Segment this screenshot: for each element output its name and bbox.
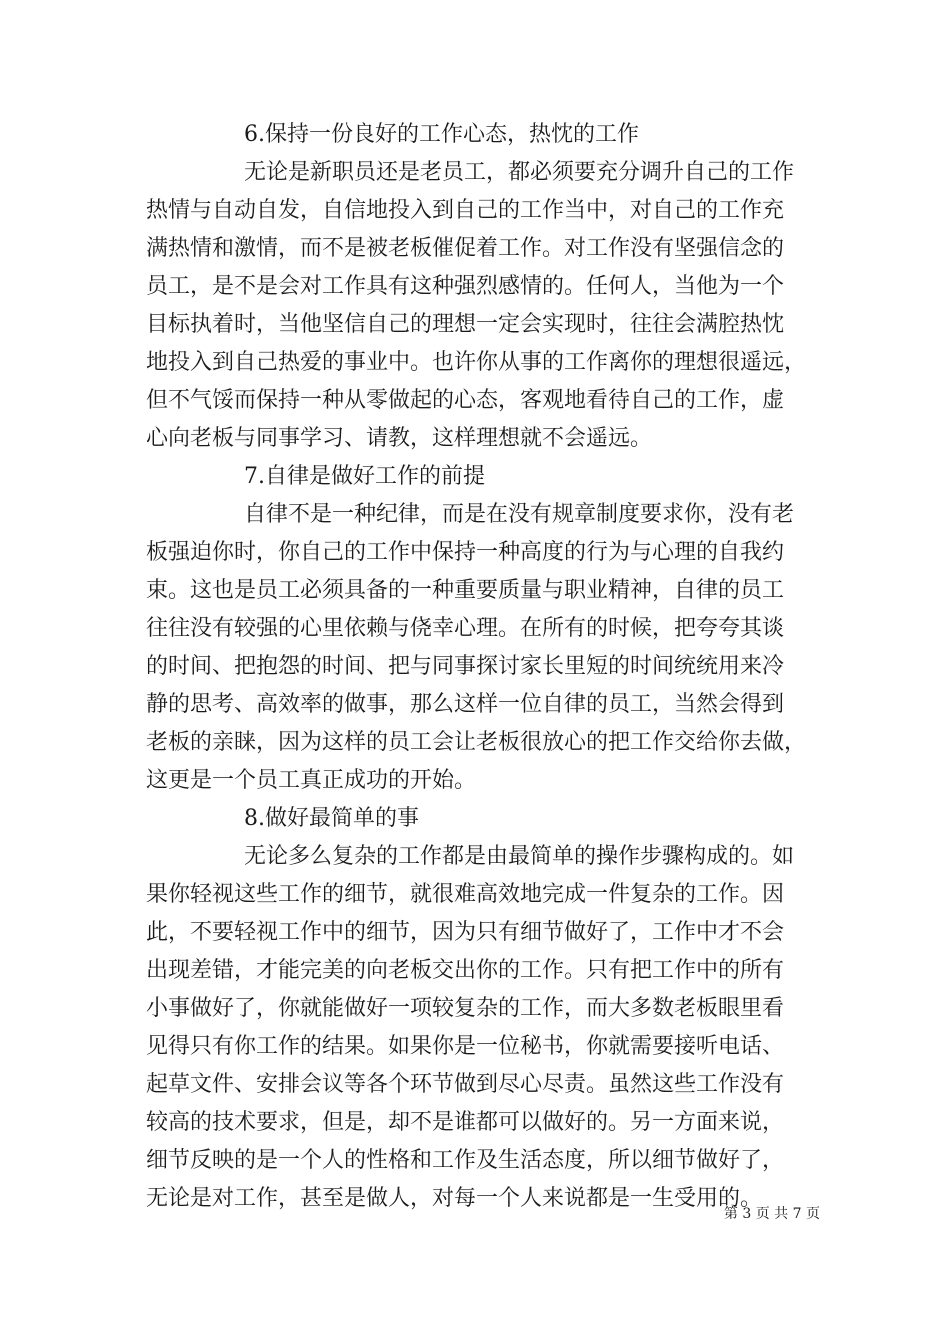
page-number: 第 3 页 共 7 页 <box>723 1206 820 1222</box>
paragraph-line: 但不气馁而保持一种从零做起的心态，客观地看待自己的工作，虚 <box>146 388 785 413</box>
section-heading: 7.自律是做好工作的前提 <box>244 464 485 489</box>
paragraph-line: 小事做好了，你就能做好一项较复杂的工作，而大多数老板眼里看 <box>146 996 785 1021</box>
paragraph-line: 出现差错，才能完美的向老板交出你的工作。只有把工作中的所有 <box>146 958 785 983</box>
paragraph-line: 目标执着时，当他坚信自己的理想一定会实现时，往往会满腔热忱 <box>146 312 785 337</box>
paragraph-line: 地投入到自己热爱的事业中。也许你从事的工作离你的理想很遥远， <box>146 350 807 375</box>
paragraph-line: 员工，是不是会对工作具有这种强烈感情的。任何人，当他为一个 <box>146 274 785 299</box>
paragraph-line: 无论多么复杂的工作都是由最简单的操作步骤构成的。如 <box>244 844 795 869</box>
paragraph-line: 此，不要轻视工作中的细节，因为只有细节做好了，工作中才不会 <box>146 920 785 945</box>
paragraph-line: 往往没有较强的心里依赖与侥幸心理。在所有的时候，把夸夸其谈 <box>146 616 785 641</box>
section-heading: 6.保持一份良好的工作心态，热忱的工作 <box>244 122 639 147</box>
paragraph-line: 自律不是一种纪律，而是在没有规章制度要求你，没有老 <box>244 502 795 527</box>
paragraph-line: 的时间、把抱怨的时间、把与同事探讨家长里短的时间统统用来冷 <box>146 654 785 679</box>
paragraph-line: 老板的亲睐，因为这样的员工会让老板很放心的把工作交给你去做， <box>146 730 807 755</box>
paragraph-line: 心向老板与同事学习、请教，这样理想就不会遥远。 <box>146 426 653 451</box>
paragraph-line: 起草文件、安排会议等各个环节做到尽心尽责。虽然这些工作没有 <box>146 1072 785 1097</box>
paragraph-line: 板强迫你时，你自己的工作中保持一种高度的行为与心理的自我约 <box>146 540 785 565</box>
document-body <box>146 116 826 1218</box>
paragraph-line: 束。这也是员工必须具备的一种重要质量与职业精神，自律的员工 <box>146 578 785 603</box>
paragraph-line: 细节反映的是一个人的性格和工作及生活态度，所以细节做好了， <box>146 1148 785 1173</box>
section-heading: 8.做好最简单的事 <box>244 806 419 831</box>
paragraph-line: 果你轻视这些工作的细节，就很难高效地完成一件复杂的工作。因 <box>146 882 785 907</box>
paragraph-line: 无论是新职员还是老员工，都必须要充分调升自己的工作 <box>244 160 795 185</box>
paragraph-line: 静的思考、高效率的做事，那么这样一位自律的员工，当然会得到 <box>146 692 785 717</box>
paragraph-line: 较高的技术要求，但是，却不是谁都可以做好的。另一方面来说， <box>146 1110 785 1135</box>
paragraph-line: 无论是对工作，甚至是做人，对每一个人来说都是一生受用的。 <box>146 1186 763 1211</box>
paragraph-line: 见得只有你工作的结果。如果你是一位秘书，你就需要接听电话、 <box>146 1034 785 1059</box>
paragraph-line: 这更是一个员工真正成功的开始。 <box>146 768 477 793</box>
paragraph-line: 满热情和激情，而不是被老板催促着工作。对工作没有坚强信念的 <box>146 236 785 261</box>
paragraph-line: 热情与自动自发，自信地投入到自己的工作当中，对自己的工作充 <box>146 198 785 223</box>
